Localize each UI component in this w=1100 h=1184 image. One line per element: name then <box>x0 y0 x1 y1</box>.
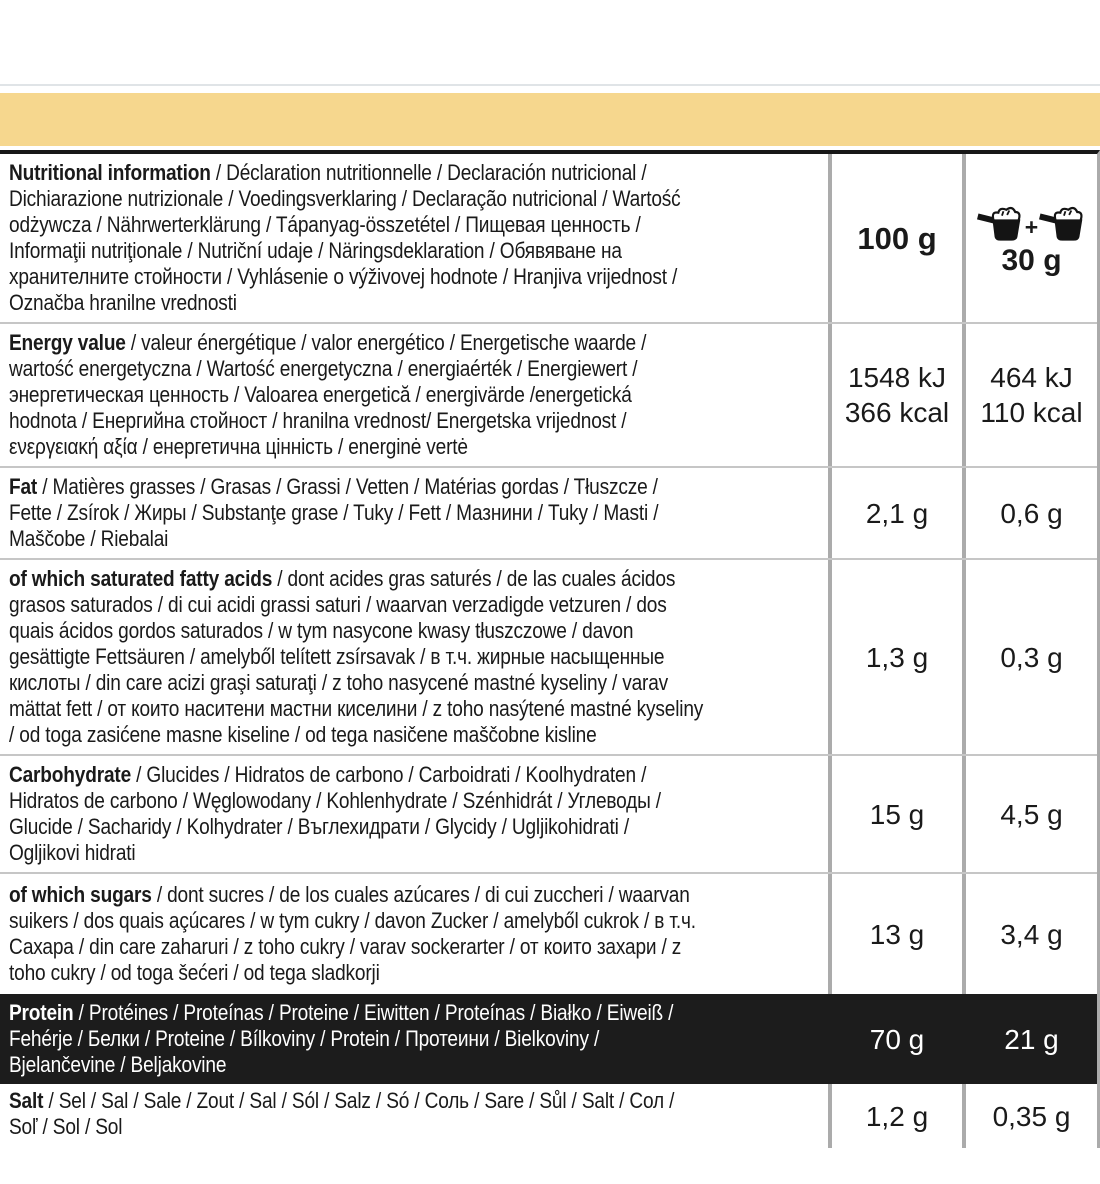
row-label-text: of which saturated fatty acids / dont acides gras saturés / de las cuales ácidos grasos saturados / di cui acidi grassi saturi / waarvan verzadigde vetzuren / dos quais ácidos gordos saturados / w tym nasycone kwasy tłuszczowe / davon gesättigte Fettsäuren / amelyből telített zsírsavak / в т.ч. жирные насыщенные кислоты / din care acizi graşi saturaţi / z toho nasycené mastné kyseliny / varav mättat fett / от които наситени мастни киселини / z toho nasýtené mastné kyseliny / od toga zasićene masne kiseline / od tega nasičene maščobne kisline <box>9 566 704 747</box>
table-row-energy <box>0 322 1097 466</box>
value-protein-100g: 70 g <box>828 994 962 1084</box>
nutrition-table <box>0 150 1100 1148</box>
row-label <box>0 756 828 872</box>
divider-line <box>0 84 1100 86</box>
column-header-100g <box>828 154 962 322</box>
qty-30g-label: 30 g <box>1001 244 1062 277</box>
value-fat-30g: 0,6 g <box>962 468 1097 558</box>
row-label-text: of which sugars / dont sucres / de los cuales azúcares / di cui zuccheri / waarvan suikers / dos quais açúcares / w tym cukry / davon Zucker / amelyből cukrok / в т.ч. Сахара / din care zaharuri / z toho cukry / varav sockerarter / от които захари / z toho cukry / od toga šećeri / od tega sladkorji <box>9 882 696 985</box>
row-term: Nutritional information <box>9 160 211 185</box>
table-row-header <box>0 154 1097 322</box>
scoop-icon <box>1039 203 1086 243</box>
row-term: Salt <box>9 1088 44 1113</box>
value-energy-30g <box>962 324 1097 466</box>
value-kj: 1548 kJ <box>847 362 947 393</box>
value-saturated-30g: 0,3 g <box>962 560 1097 754</box>
value-energy-100g <box>828 324 962 466</box>
value-protein-30g: 21 g <box>962 994 1097 1084</box>
row-label <box>0 994 828 1084</box>
row-label-text: Protein / Protéines / Proteínas / Proteine / Eiwitten / Proteínas / Białko / Eiweiß / Fehérje / Белки / Proteine / Bílkoviny / Protein / Протеини / Bielkoviny / Bjelančevine / Beljakovine <box>9 1000 674 1077</box>
table-row-carbohydrate <box>0 754 1097 872</box>
row-label <box>0 324 828 466</box>
column-header-30g <box>962 154 1097 322</box>
row-label-text: Carbohydrate / Glucides / Hidratos de carbono / Carboidrati / Koolhydraten / Hidratos de carbono / Węglowodany / Kohlenhydrate / Szénhidrát / Углеводы / Glucide / Sacharidy / Kolhydrater / Въглехидрати / Glycidy / Ugljikohidrati / Ogljikovi hidrati <box>9 762 661 865</box>
row-label-text: Energy value / valeur énergétique / valor energético / Energetische waarde / wartość energetyczna / Wartość energetyczna / energiaérték / Energiewert / энергетическая ценность / Valoarea energetică / energivärde /energetická hodnota / Енергийна стойност / hranilna vrednost/ Energetska vrijednost / ενεργειακή αξία / енергетична цінність / energinė vertė <box>9 330 647 459</box>
row-term: Fat <box>9 474 38 499</box>
table-row-protein <box>0 994 1097 1084</box>
value-saturated-100g: 1,3 g <box>828 560 962 754</box>
value-salt-100g: 1,2 g <box>828 1084 962 1148</box>
row-label <box>0 154 828 322</box>
value-sugars-30g: 3,4 g <box>962 874 1097 994</box>
value-sugars-100g: 13 g <box>828 874 962 994</box>
value-salt-30g: 0,35 g <box>962 1084 1097 1148</box>
value-fat-100g: 2,1 g <box>828 468 962 558</box>
accent-band <box>0 93 1100 146</box>
value-carbohydrate-100g: 15 g <box>828 756 962 872</box>
table-row-fat <box>0 466 1097 558</box>
row-label <box>0 1084 828 1148</box>
row-label <box>0 874 828 994</box>
row-label <box>0 468 828 558</box>
scoops-group <box>977 200 1086 245</box>
table-row-sugars <box>0 872 1097 994</box>
row-label-text: Salt / Sel / Sal / Sale / Zout / Sal / Sól / Salz / Só / Соль / Sare / Sůl / Salt / Сол / Soľ / Sol / Sol <box>9 1088 675 1139</box>
scoop-icon <box>977 203 1024 243</box>
row-label-text: Nutritional information / Déclaration nutritionnelle / Declaración nutricional / Dichiarazione nutrizionale / Voedingsverklaring / Declaração nutricional / Wartość odżywcza / Nährwerterklärung / Tápanyag-összetétel / Пищевая ценность / Informaţii nutriţionale / Nutriční udaje / Näringsdeklaration / Обявяване на хранителните стойности / Vyhlásenie o výživovej hodnote / Hranjiva vrijednost / Označba hranilne vrednosti <box>9 160 681 315</box>
table-row-salt <box>0 1084 1097 1148</box>
qty-100g-label: 100 g <box>857 220 937 256</box>
table-row-saturated <box>0 558 1097 754</box>
value-kj: 464 kJ <box>990 362 1073 393</box>
row-label-text: Fat / Matières grasses / Grasas / Grassi / Vetten / Matérias gordas / Tłuszcze / Fette / Zsírok / Жиры / Substanţe grase / Tuky / Fett / Мазнини / Tuky / Masti / Maščobe / Riebalai <box>9 474 659 551</box>
value-kcal: 366 kcal <box>844 397 950 428</box>
row-term: Carbohydrate <box>9 762 132 787</box>
row-term: Protein <box>9 1000 74 1025</box>
row-term: Energy value <box>9 330 126 355</box>
plus-icon: + <box>1024 214 1039 240</box>
row-term: of which saturated fatty acids <box>9 566 273 591</box>
value-kcal: 110 kcal <box>980 397 1083 428</box>
row-label <box>0 560 828 754</box>
row-term: of which sugars <box>9 882 152 907</box>
value-carbohydrate-30g: 4,5 g <box>962 756 1097 872</box>
